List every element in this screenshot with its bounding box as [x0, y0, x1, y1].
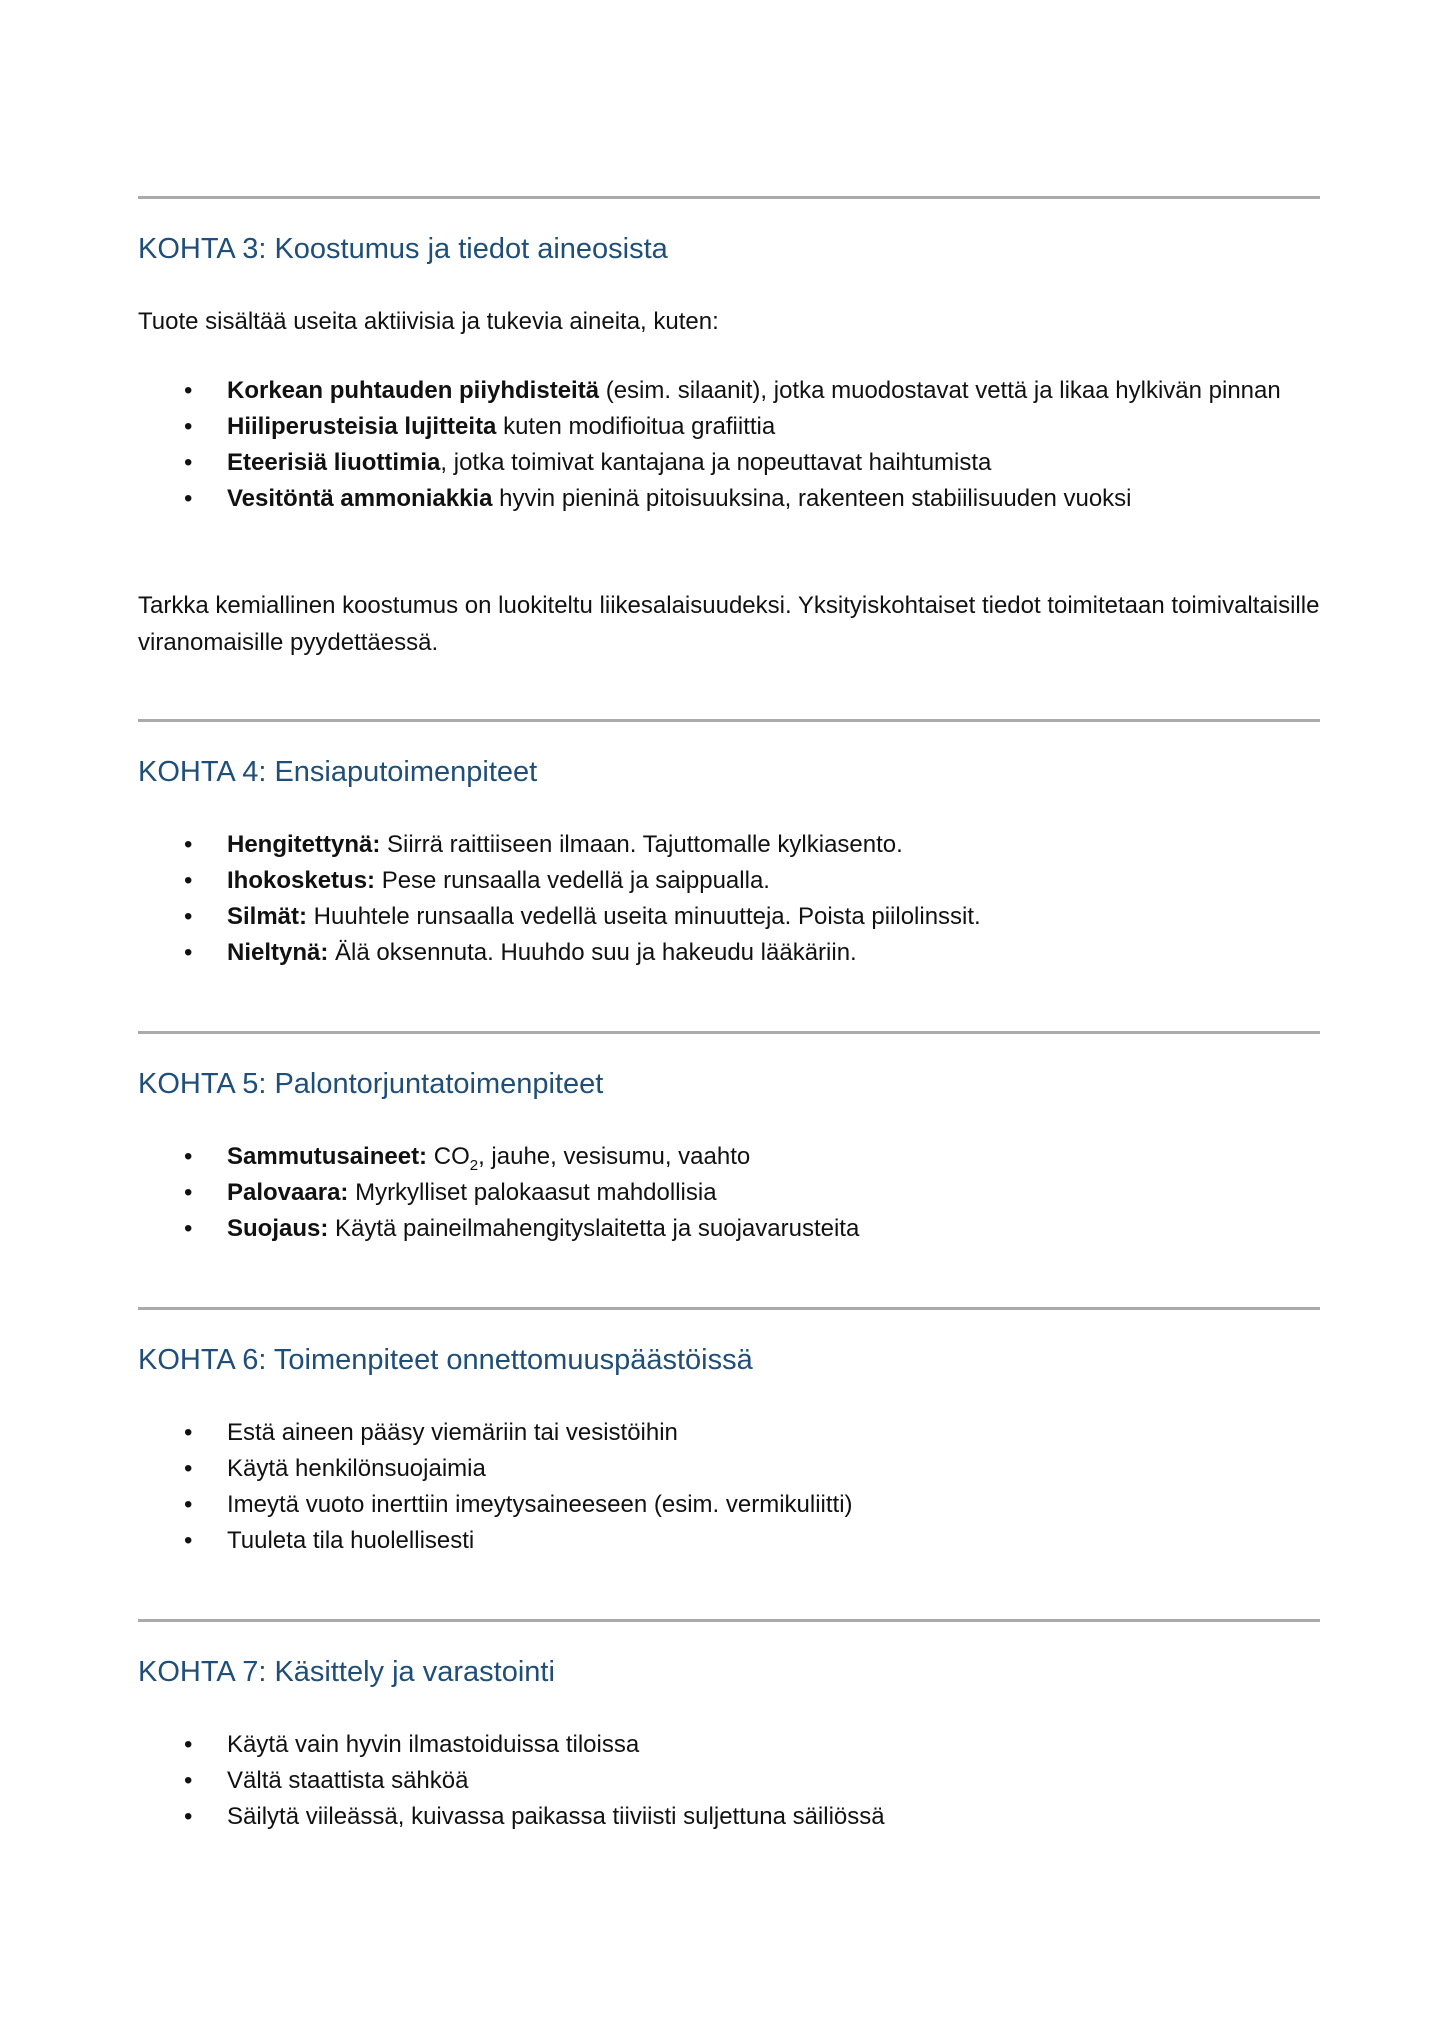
list-item [138, 409, 1320, 445]
list-item [138, 1487, 1320, 1523]
section-divider [138, 1031, 1320, 1034]
item-text: , jauhe, vesisumu, vaahto [478, 1143, 751, 1170]
list-item [138, 899, 1320, 935]
item-text: Käytä vain hyvin ilmastoiduissa tiloissa [227, 1731, 640, 1758]
section-intro: Tuote sisältää useita aktiivisia ja tukevia aineita, kuten: [138, 308, 719, 335]
item-text: Huuhtele runsaalla vedellä useita minuutteja. Poista piilolinssit. [307, 903, 981, 930]
list-item [138, 1415, 1320, 1451]
bullet-icon: • [184, 449, 193, 476]
item-term: Nieltynä: [227, 939, 329, 966]
bullet-icon: • [184, 903, 193, 930]
list-item [138, 1211, 1320, 1247]
bullet-icon: • [184, 1527, 193, 1554]
bullet-icon: • [184, 377, 193, 404]
item-text: (esim. silaanit), jotka muodostavat vettä ja likaa hylkivän pinnan [599, 377, 1281, 404]
item-term: Hiiliperusteisia lujitteita [227, 413, 497, 440]
item-text: Tuuleta tila huolellisesti [227, 1527, 475, 1554]
bullet-icon: • [184, 1731, 193, 1758]
item-term: Ihokosketus: [227, 867, 376, 894]
list-item [138, 1451, 1320, 1487]
item-term: Korkean puhtauden piiyhdisteitä [227, 377, 600, 404]
item-text: Vältä staattista sähköä [227, 1767, 469, 1794]
item-text: Älä oksennuta. Huuhdo suu ja hakeudu lääkäriin. [328, 939, 857, 966]
bullet-icon: • [184, 485, 193, 512]
section-divider [138, 1307, 1320, 1310]
section-heading: KOHTA 5: Palontorjuntatoimenpiteet [138, 1068, 604, 1100]
bullet-icon: • [184, 1179, 193, 1206]
bullet-icon: • [184, 413, 193, 440]
item-text: Estä aineen pääsy viemäriin tai vesistöihin [227, 1419, 678, 1446]
section-heading: KOHTA 7: Käsittely ja varastointi [138, 1656, 555, 1688]
list-item [138, 1523, 1320, 1559]
list-item [138, 1799, 1320, 1835]
item-text: Siirrä raittiiseen ilmaan. Tajuttomalle kylkiasento. [380, 831, 903, 858]
item-term: Hengitettynä: [227, 831, 381, 858]
bullet-icon: • [184, 1455, 193, 1482]
list-item [138, 1175, 1320, 1211]
handling-storage-list [138, 1727, 1320, 1835]
item-text: Käytä henkilönsuojaimia [227, 1455, 486, 1482]
list-item [138, 481, 1320, 517]
list-item [138, 863, 1320, 899]
item-text: kuten modifioitua grafiittia [496, 413, 776, 440]
section-heading: KOHTA 3: Koostumus ja tiedot aineosista [138, 233, 668, 265]
section-heading: KOHTA 4: Ensiaputoimenpiteet [138, 756, 538, 788]
item-term: Suojaus: [227, 1215, 329, 1242]
item-term: Silmät: [227, 903, 308, 930]
list-item [138, 935, 1320, 971]
list-item [138, 1727, 1320, 1763]
item-term: Eteerisiä liuottimia [227, 449, 441, 476]
section-heading: KOHTA 6: Toimenpiteet onnettomuuspäästöissä [138, 1344, 753, 1376]
item-text: Käytä paineilmahengityslaitetta ja suojavarusteita [328, 1215, 860, 1242]
section-divider [138, 196, 1320, 199]
item-subscript: 2 [469, 1156, 479, 1174]
list-item [138, 445, 1320, 481]
list-item [138, 373, 1320, 409]
item-term: Sammutusaineet: [227, 1143, 428, 1170]
bullet-icon: • [184, 1803, 193, 1830]
bullet-icon: • [184, 1767, 193, 1794]
section-divider [138, 1619, 1320, 1622]
item-text: Pese runsaalla vedellä ja saippualla. [375, 867, 770, 894]
bullet-icon: • [184, 867, 193, 894]
item-text: Säilytä viileässä, kuivassa paikassa tiiviisti suljettuna säiliössä [227, 1803, 885, 1830]
item-text: , jotka toimivat kantajana ja nopeuttavat haihtumista [440, 449, 992, 476]
ingredients-list [138, 373, 1320, 517]
list-item [138, 1139, 1320, 1175]
bullet-icon: • [184, 831, 193, 858]
bullet-icon: • [184, 1215, 193, 1242]
item-term: Vesitöntä ammoniakkia [227, 485, 493, 512]
bullet-icon: • [184, 1491, 193, 1518]
item-text: Myrkylliset palokaasut mahdollisia [348, 1179, 717, 1206]
bullet-icon: • [184, 1419, 193, 1446]
list-item [138, 1763, 1320, 1799]
item-text: Imeytä vuoto inerttiin imeytysaineeseen (esim. vermikuliitti) [227, 1491, 853, 1518]
list-item [138, 827, 1320, 863]
fire-fighting-list [138, 1139, 1320, 1247]
section-divider [138, 719, 1320, 722]
item-term: Palovaara: [227, 1179, 349, 1206]
item-text: hyvin pieninä pitoisuuksina, rakenteen stabiilisuuden vuoksi [492, 485, 1132, 512]
accidental-release-list [138, 1415, 1320, 1559]
bullet-icon: • [184, 1143, 193, 1170]
bullet-icon: • [184, 939, 193, 966]
section-outro: Tarkka kemiallinen koostumus on luokiteltu liikesalaisuudeksi. Yksityiskohtaiset tiedot toimitetaan toimivaltaisille viranomaisille pyydettäessä. [138, 592, 1320, 656]
item-text-prefix: CO [427, 1143, 470, 1170]
first-aid-list [138, 827, 1320, 971]
